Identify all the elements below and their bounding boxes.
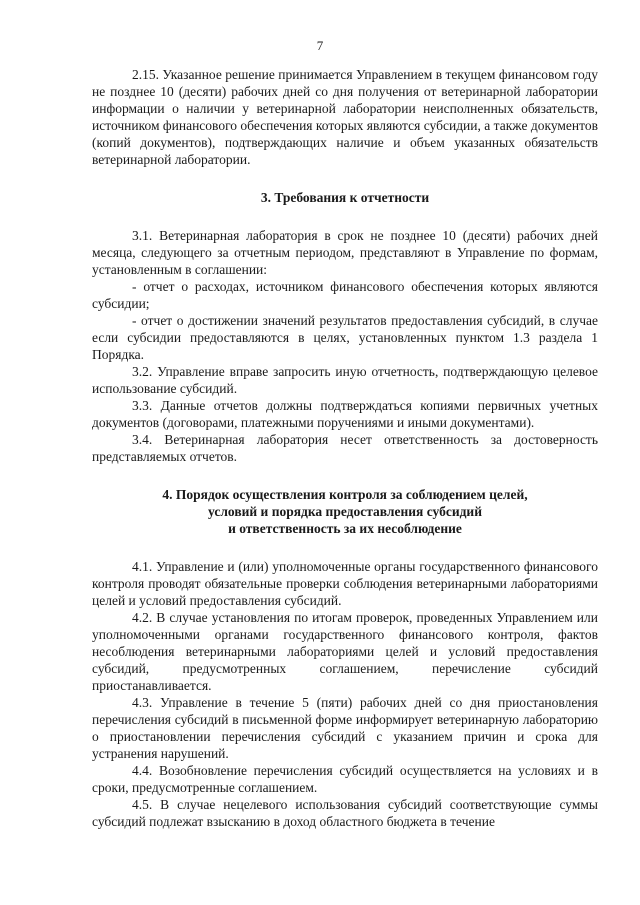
paragraph-4-1: 4.1. Управление и (или) уполномоченные органы государственного финансового контроля проводят обязательные проверки соблюдения ветеринарными лабораториями целей и условий предоставления субсидий. <box>92 559 598 608</box>
section-4-heading-line-3: и ответственность за их несоблюдение <box>228 521 462 536</box>
paragraph-4-2: 4.2. В случае установления по итогам проверок, проведенных Управлением или уполномоченными органами государственного финансового контроля, фактов несоблюдения ветеринарными лабораториями целей и условий предоставления субсидий, предусмотренных соглашением, перечисление субсидий приостанавливается. <box>92 610 598 693</box>
paragraph-3-4: 3.4. Ветеринарная лаборатория несет ответственность за достоверность представляемых отчетов. <box>92 432 598 464</box>
document-body <box>92 66 598 830</box>
paragraph-4-5: 4.5. В случае нецелевого использования субсидий соответствующие суммы субсидий подлежат взысканию в доход областного бюджета в течение <box>92 797 598 829</box>
section-4-heading-line-1: 4. Порядок осуществления контроля за соблюдением целей, <box>162 487 528 502</box>
paragraph-3-2: 3.2. Управление вправе запросить иную отчетность, подтверждающую целевое использование субсидий. <box>92 364 598 396</box>
section-4-heading <box>92 486 598 537</box>
bullet-expense-report: - отчет о расходах, источником финансового обеспечения которых являются субсидии; <box>92 279 598 311</box>
paragraph-2-15: 2.15. Указанное решение принимается Управлением в текущем финансовом году не позднее 10 (десяти) рабочих дней со дня получения от ветеринарной лаборатории информации о наличии у ветеринарной лаборатории неисполненных обязательств, источником финансового обеспечения которых являются субсидии, а также документов (копий документов), подтверждающих наличие и объем указанных обязательств ветеринарной лаборатории. <box>92 67 598 167</box>
paragraph-3-3: 3.3. Данные отчетов должны подтверждаться копиями первичных учетных документов (договорами, платежными поручениями и иными документами). <box>92 398 598 430</box>
paragraph-3-1: 3.1. Ветеринарная лаборатория в срок не позднее 10 (десяти) рабочих дней месяца, следующего за отчетным периодом, представляют в Управление по формам, установленным в соглашении: <box>92 228 598 277</box>
paragraph-4-4: 4.4. Возобновление перечисления субсидий осуществляется на условиях и в сроки, предусмотренные соглашением. <box>92 763 598 795</box>
section-3-heading: 3. Требования к отчетности <box>260 190 430 205</box>
bullet-results-report: - отчет о достижении значений результатов предоставления субсидий, в случае если субсидии предоставляются в целях, установленных пунктом 1.3 раздела 1 Порядка. <box>92 313 598 362</box>
page-number: 7 <box>316 38 324 53</box>
paragraph-4-3: 4.3. Управление в течение 5 (пяти) рабочих дней со дня приостановления перечисления субсидий в письменной форме информирует ветеринарную лабораторию о приостановлении перечисления субсидий с указанием причин и срока для устранения нарушений. <box>92 695 598 761</box>
section-4-heading-line-2: условий и порядка предоставления субсидий <box>208 504 482 519</box>
